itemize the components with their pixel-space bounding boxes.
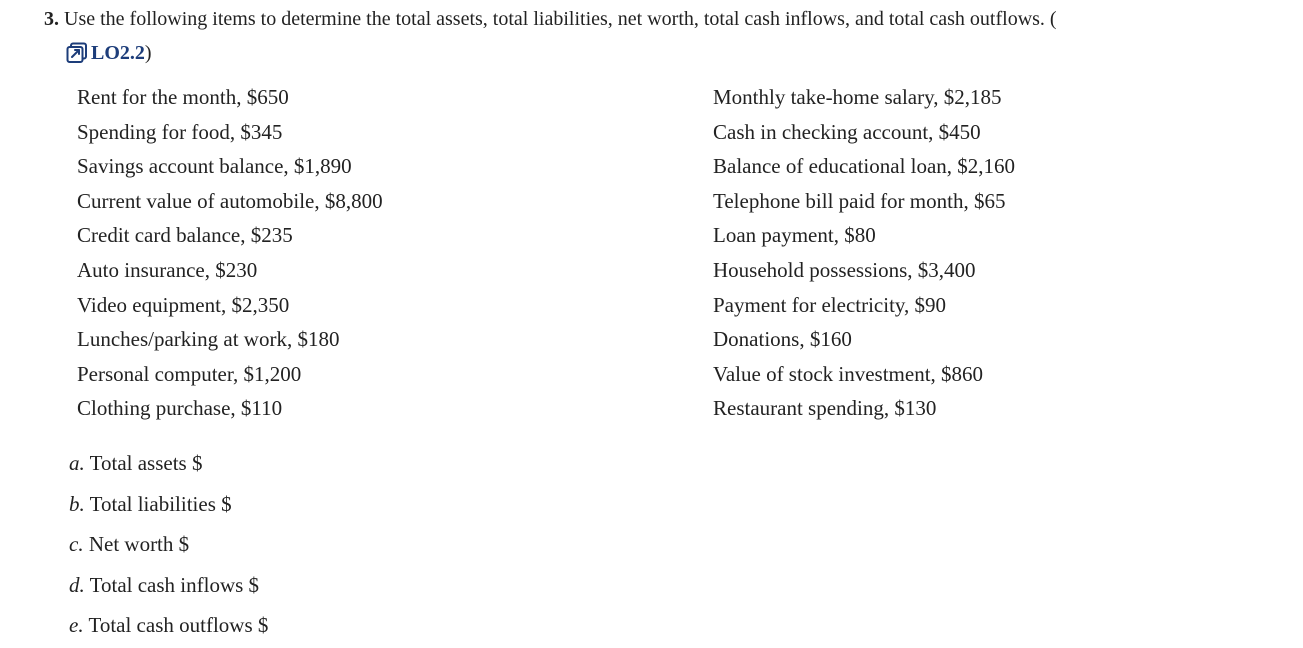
- list-item: Rent for the month, $650: [77, 85, 289, 109]
- answer-label: Total assets $: [89, 451, 203, 475]
- answer-net-worth: [69, 530, 268, 571]
- list-item: Lunches/parking at work, $180: [77, 327, 340, 352]
- answer-total-assets: [69, 449, 268, 490]
- learning-objective: [66, 40, 152, 66]
- answer-label: Total liabilities $: [89, 491, 232, 516]
- answer-label: Total cash outflows $: [88, 613, 269, 637]
- list-item: Clothing purchase, $110: [77, 396, 283, 421]
- answer-label: Total cash inflows $: [89, 572, 260, 597]
- question-prompt: Use the following items to determine the total assets, total liabilities, net worth, total cash inflows, and total cash outflows. (: [64, 8, 1057, 30]
- list-item: Monthly take-home salary, $2,185: [713, 85, 1002, 109]
- external-link-icon[interactable]: [66, 42, 88, 64]
- list-item: Balance of educational loan, $2,160: [713, 154, 1016, 179]
- answer-letter: b.: [69, 491, 85, 516]
- items-right-column: [713, 80, 1015, 426]
- list-item: Video equipment, $2,350: [77, 292, 290, 317]
- list-item: Restaurant spending, $130: [713, 396, 937, 421]
- list-item: Telephone bill paid for month, $65: [713, 188, 1006, 213]
- list-item: Savings account balance, $1,890: [77, 154, 352, 179]
- answer-label: Net worth $: [88, 532, 190, 556]
- answer-total-cash-outflows: [69, 611, 268, 648]
- question-number: 3.: [44, 8, 59, 30]
- lo-close-paren: ): [144, 41, 152, 64]
- list-item: Donations, $160: [713, 327, 852, 352]
- question-text: [44, 6, 1057, 32]
- lo-link[interactable]: LO2.2: [91, 41, 145, 64]
- answer-list: [69, 449, 268, 648]
- list-item: Payment for electricity, $90: [713, 292, 947, 317]
- list-item: Value of stock investment, $860: [713, 361, 984, 386]
- items-left-column: [77, 80, 383, 426]
- list-item: Loan payment, $80: [713, 223, 876, 248]
- list-item: Credit card balance, $235: [77, 223, 293, 248]
- list-item: Household possessions, $3,400: [713, 257, 976, 282]
- list-item: Auto insurance, $230: [77, 257, 258, 282]
- answer-total-cash-inflows: [69, 571, 268, 612]
- answer-letter: a.: [69, 451, 85, 475]
- list-item: Cash in checking account, $450: [713, 119, 981, 144]
- answer-letter: c.: [69, 532, 84, 556]
- list-item: Spending for food, $345: [77, 119, 283, 144]
- list-item: Personal computer, $1,200: [77, 361, 302, 386]
- list-item: Current value of automobile, $8,800: [77, 188, 383, 213]
- answer-letter: e.: [69, 613, 84, 637]
- answer-letter: d.: [69, 572, 85, 597]
- answer-total-liabilities: [69, 490, 268, 531]
